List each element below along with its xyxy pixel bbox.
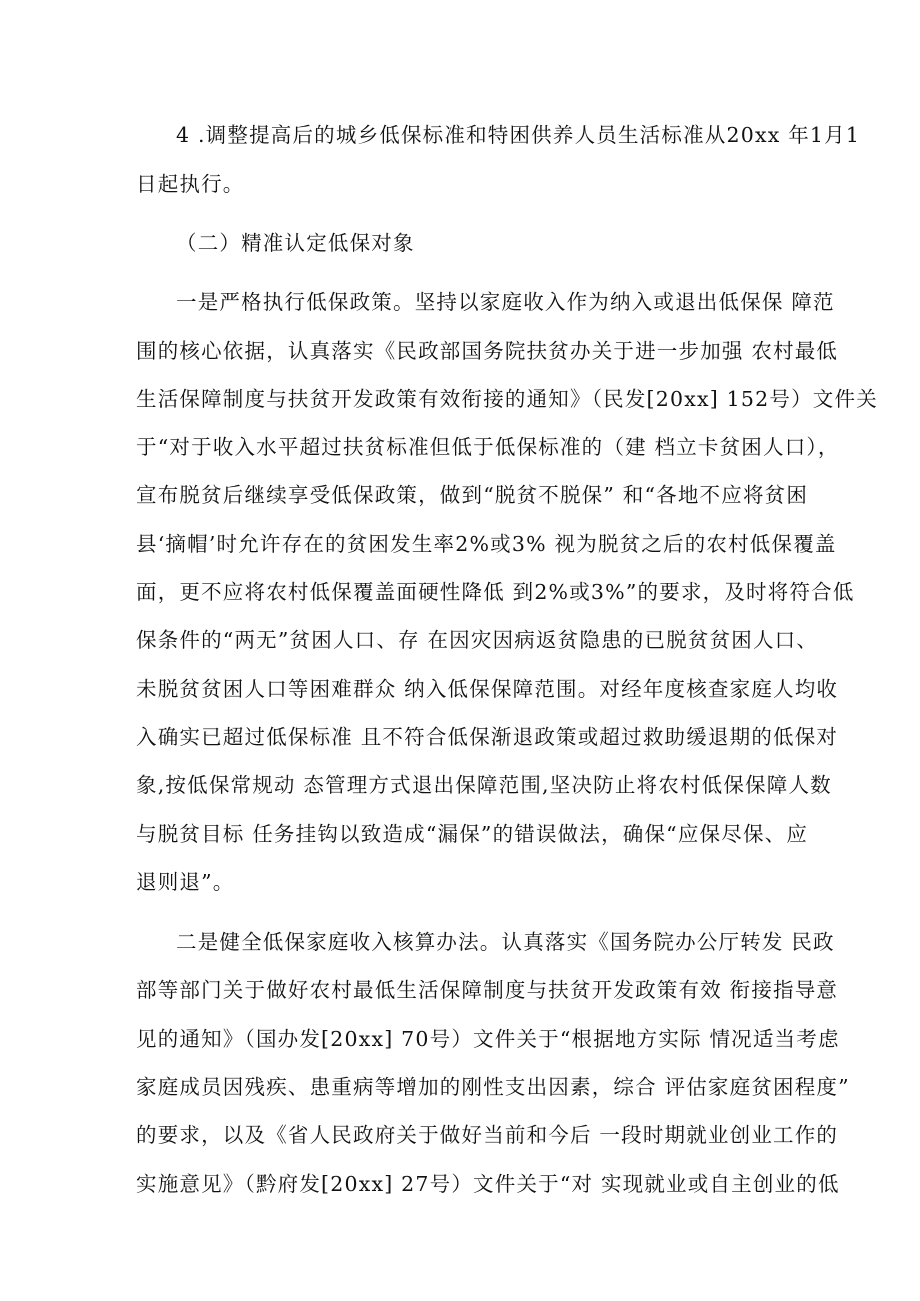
paragraph-line: 与脱贫目标 任务挂钩以致造成“漏保”的错误做法，确保“应保尽保、应 xyxy=(136,822,809,846)
paragraph-line: 象,按低保常规动 态管理方式退出保障范围,坚决防止将农村低保保障人数 xyxy=(136,773,832,797)
paragraph-line: 部等部门关于做好农村最低生活保障制度与扶贫开发政策有效 衔接指导意 xyxy=(136,978,839,1002)
paragraph-line: 日起执行。 xyxy=(136,172,245,196)
paragraph-line: 二是健全低保家庭收入核算办法。认真落实《国务院办公厅转发 民政 xyxy=(176,930,835,954)
paragraph-line: 保条件的“两无”贫困人口、存 在因灾因病返贫隐患的已脱贫贫困人口、 xyxy=(136,628,819,652)
paragraph-line: 于“对于收入水平超过扶贫标准但低于低保标准的（建 档立卡贫困人口）， xyxy=(136,435,840,459)
paragraph-line: 未脱贫贫困人口等困难群众 纳入低保保障范围。对经年度核查家庭人均收 xyxy=(136,677,839,701)
paragraph-line: 家庭成员因残疾、患重病等增加的刚性支出因素，综合 评估家庭贫困程度” xyxy=(136,1075,850,1099)
paragraph-line: 入确实已超过低保标准 且不符合低保渐退政策或超过救助缓退期的低保对 xyxy=(136,725,839,749)
paragraph-line: 见的通知》（国办发[20xx] 70号）文件关于“根据地方实际 情况适当考虑 xyxy=(136,1027,840,1051)
section-heading: （二）精准认定低保对象 xyxy=(176,231,415,255)
paragraph-line: 宣布脱贫后继续享受低保政策，做到“脱贫不脱保” 和“各地不应将贫困 xyxy=(136,483,809,507)
paragraph-line: 一是严格执行低保政策。坚持以家庭收入作为纳入或退出低保保 障范 xyxy=(176,290,835,314)
paragraph-line: 4 .调整提高后的城乡低保标准和特困供养人员生活标准从20xx 年1月1 xyxy=(176,123,861,147)
paragraph-line: 面，更不应将农村低保覆盖面硬性降低 到2%或3%”的要求，及时将符合低 xyxy=(136,580,855,604)
paragraph-line: 的要求，以及《省人民政府关于做好当前和今后 一段时期就业创业工作的 xyxy=(136,1123,839,1147)
paragraph-line: 县‘摘帽’时允许存在的贫困发生率2%或3% 视为脱贫之后的农村低保覆盖 xyxy=(136,532,837,556)
paragraph-line: 退则退”。 xyxy=(136,870,235,894)
paragraph-line: 围的核心依据，认真落实《民政部国务院扶贫办关于进一步加强 农村最低 xyxy=(136,339,839,363)
paragraph-line: 生活保障制度与扶贫开发政策有效衔接的通知》（民发[20xx] 152号）文件关 xyxy=(136,387,878,411)
paragraph-line: 实施意见》（黔府发[20xx] 27号）文件关于“对 实现就业或自主创业的低 xyxy=(136,1172,840,1196)
